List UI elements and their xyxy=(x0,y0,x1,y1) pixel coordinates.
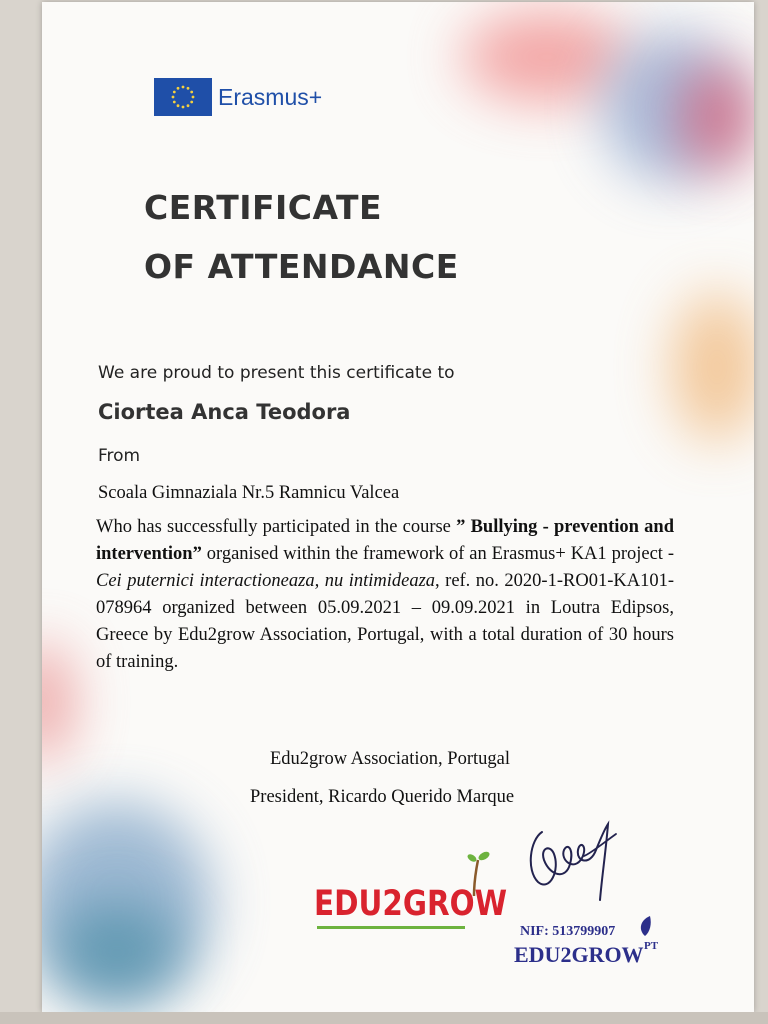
stamp-suffix: PT xyxy=(644,940,659,952)
recipient-name: Ciortea Anca Teodora xyxy=(98,400,351,424)
eu-flag-icon xyxy=(154,78,212,116)
certificate-page xyxy=(42,2,754,1012)
stamp-nif: NIF: 513799907 xyxy=(520,924,616,939)
erasmus-text: Erasmus+ xyxy=(218,83,323,110)
school-name: Scoala Gimnaziala Nr.5 Ramnicu Valcea xyxy=(98,483,400,503)
body-part-2: organised within the framework of an Erasmus+ KA1 project - xyxy=(201,544,674,564)
president-name: President, Ricardo Querido Marque xyxy=(250,787,515,807)
from-label: From xyxy=(98,446,141,466)
project-name: Cei puternici interactioneaza, nu intimideaza xyxy=(96,571,436,591)
edu2grow-logo: EDU2GROW xyxy=(314,884,508,924)
erasmus-logo xyxy=(154,78,322,116)
certificate-body xyxy=(96,514,674,676)
watercolor-red-left xyxy=(42,642,72,762)
organization-name: Edu2grow Association, Portugal xyxy=(270,749,510,769)
edu2grow-logo-underline xyxy=(317,926,465,929)
certificate-title-line2: OF ATTENDANCE xyxy=(144,247,459,286)
watercolor-teal-bottom xyxy=(52,902,182,1002)
leaf-icon xyxy=(636,914,654,938)
signature xyxy=(520,820,630,906)
body-part-1: Who has successfully participated in the course xyxy=(96,517,457,537)
stamp-name: EDU2GROW xyxy=(514,942,644,967)
watercolor-orange xyxy=(672,292,754,442)
watercolor-red-right xyxy=(682,62,752,172)
background-surface xyxy=(0,1012,768,1024)
body-part-3: , ref. no. 2020-1-RO01-KA101-078964 organized between 05.09.2021 – 09.09.2021 in Loutra Edipsos, Greece by Edu2grow Association, Portugal, with a total duration of 30 hours of training. xyxy=(96,571,674,672)
course-name: ” Bullying - prevention and intervention” xyxy=(96,517,674,564)
certificate-title-line1: CERTIFICATE xyxy=(144,188,383,227)
intro-text: We are proud to present this certificate to xyxy=(98,363,455,383)
